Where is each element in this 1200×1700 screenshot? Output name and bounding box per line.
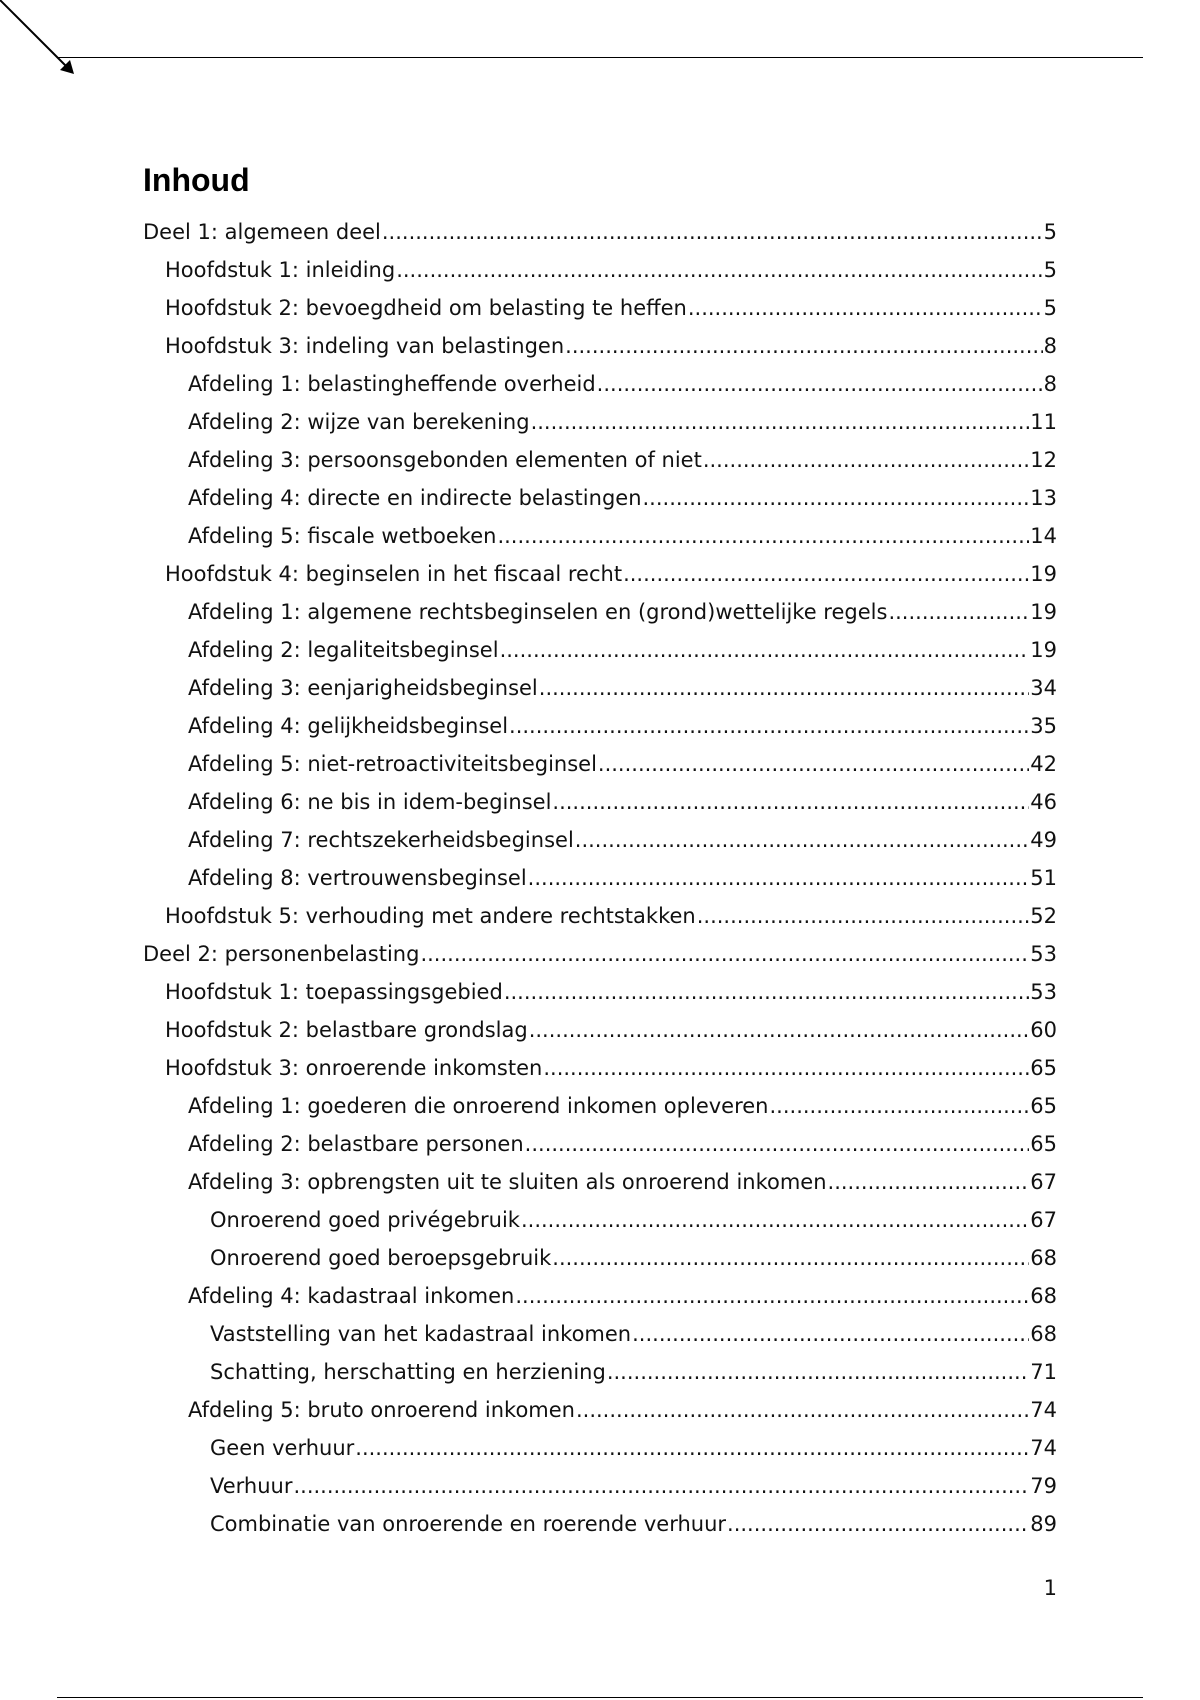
toc-entry[interactable] xyxy=(143,1201,1057,1239)
toc-entry[interactable] xyxy=(143,821,1057,859)
toc-entry-title: Hoofdstuk 4: beginselen in het fiscaal recht xyxy=(165,562,623,586)
toc-dot-leader xyxy=(531,403,1030,441)
toc-dot-leader xyxy=(515,1277,1029,1315)
toc-entry-title: Afdeling 4: directe en indirecte belastingen xyxy=(188,486,642,510)
toc-entry[interactable] xyxy=(143,973,1057,1011)
header-rule xyxy=(57,57,1143,58)
toc-entry-page: 71 xyxy=(1030,1360,1057,1384)
toc-entry-title: Hoofdstuk 2: bevoegdheid om belasting te heffen xyxy=(165,296,687,320)
toc-entry[interactable] xyxy=(143,745,1057,783)
toc-dot-leader xyxy=(552,783,1029,821)
toc-entry[interactable] xyxy=(143,935,1057,973)
toc-entry-page: 42 xyxy=(1030,752,1057,776)
toc-dot-leader xyxy=(598,745,1029,783)
toc-entry-page: 35 xyxy=(1030,714,1057,738)
toc-entry[interactable] xyxy=(143,783,1057,821)
toc-entry-title: Afdeling 4: kadastraal inkomen xyxy=(188,1284,515,1308)
toc-entry[interactable] xyxy=(143,365,1057,403)
toc-entry[interactable] xyxy=(143,1391,1057,1429)
toc-entry[interactable] xyxy=(143,289,1057,327)
toc-entry-page: 68 xyxy=(1030,1284,1057,1308)
corner-arrow-icon xyxy=(0,0,80,80)
toc-entry[interactable] xyxy=(143,1049,1057,1087)
page-number: 1 xyxy=(1043,1576,1057,1600)
toc-entry[interactable] xyxy=(143,631,1057,669)
toc-title: Inhoud xyxy=(143,162,250,198)
toc-entry[interactable] xyxy=(143,897,1057,935)
toc-entry-title: Afdeling 3: persoonsgebonden elementen of niet xyxy=(188,448,702,472)
toc-entry-title: Afdeling 2: belastbare personen xyxy=(188,1132,524,1156)
toc-entry-title: Afdeling 1: goederen die onroerend inkomen opleveren xyxy=(188,1094,769,1118)
toc-entry-title: Afdeling 7: rechtszekerheidsbeginsel xyxy=(188,828,574,852)
toc-entry-page: 65 xyxy=(1030,1056,1057,1080)
toc-entry-page: 53 xyxy=(1030,980,1057,1004)
toc-dot-leader xyxy=(528,859,1030,897)
toc-entry-page: 5 xyxy=(1043,220,1057,244)
toc-entry-page: 34 xyxy=(1030,676,1057,700)
toc-dot-leader xyxy=(420,935,1029,973)
toc-entry-title: Afdeling 1: algemene rechtsbeginselen en (grond)wettelijke regels xyxy=(188,600,888,624)
toc-entry-title: Deel 1: algemeen deel xyxy=(143,220,381,244)
toc-dot-leader xyxy=(623,555,1029,593)
toc-dot-leader xyxy=(888,593,1029,631)
toc-dot-leader xyxy=(543,1049,1029,1087)
toc-dot-leader xyxy=(525,1125,1030,1163)
toc-entry[interactable] xyxy=(143,1277,1057,1315)
toc-entry[interactable] xyxy=(143,441,1057,479)
toc-dot-leader xyxy=(529,1011,1030,1049)
toc-dot-leader xyxy=(500,631,1030,669)
toc-entry-title: Vaststelling van het kadastraal inkomen xyxy=(210,1322,632,1346)
toc-entry[interactable] xyxy=(143,1163,1057,1201)
toc-entry-title: Hoofdstuk 2: belastbare grondslag xyxy=(165,1018,528,1042)
toc-entry-page: 52 xyxy=(1030,904,1057,928)
toc-entry-page: 67 xyxy=(1030,1208,1057,1232)
toc-entry-page: 53 xyxy=(1030,942,1057,966)
toc-dot-leader xyxy=(552,1239,1029,1277)
toc-entry-page: 60 xyxy=(1030,1018,1057,1042)
toc-entry-title: Hoofdstuk 1: toepassingsgebied xyxy=(165,980,503,1004)
toc-entry[interactable] xyxy=(143,859,1057,897)
toc-entry-title: Hoofdstuk 1: inleiding xyxy=(165,258,396,282)
toc-dot-leader xyxy=(497,517,1029,555)
toc-entry[interactable] xyxy=(143,555,1057,593)
toc-dot-leader xyxy=(632,1315,1029,1353)
toc-entry-page: 89 xyxy=(1030,1512,1057,1536)
toc-entry-title: Afdeling 3: opbrengsten uit te sluiten als onroerend inkomen xyxy=(188,1170,827,1194)
toc-entry-title: Onroerend goed privégebruik xyxy=(210,1208,520,1232)
toc-entry-title: Deel 2: personenbelasting xyxy=(143,942,420,966)
toc-entry[interactable] xyxy=(143,1505,1057,1543)
toc-dot-leader xyxy=(504,973,1029,1011)
toc-entry-page: 74 xyxy=(1030,1436,1057,1460)
toc-dot-leader xyxy=(727,1505,1029,1543)
toc-entry-page: 51 xyxy=(1030,866,1057,890)
toc-entry[interactable] xyxy=(143,327,1057,365)
toc-dot-leader xyxy=(521,1201,1029,1239)
toc-entry-title: Afdeling 5: niet-retroactiviteitsbeginsel xyxy=(188,752,597,776)
toc-entry-title: Hoofdstuk 3: onroerende inkomsten xyxy=(165,1056,543,1080)
toc-entry-title: Hoofdstuk 5: verhouding met andere rechtstakken xyxy=(165,904,696,928)
toc-entry-page: 74 xyxy=(1030,1398,1057,1422)
toc-entry-page: 19 xyxy=(1030,562,1057,586)
toc-entry-page: 65 xyxy=(1030,1094,1057,1118)
toc-entry-page: 68 xyxy=(1030,1246,1057,1270)
toc-entry[interactable] xyxy=(143,1239,1057,1277)
toc-entry-page: 5 xyxy=(1043,296,1057,320)
toc-dot-leader xyxy=(355,1429,1029,1467)
toc-entry-title: Combinatie van onroerende en roerende verhuur xyxy=(210,1512,727,1536)
toc-entry[interactable] xyxy=(143,479,1057,517)
toc-entry-page: 68 xyxy=(1030,1322,1057,1346)
toc-dot-leader xyxy=(703,441,1029,479)
toc-entry-title: Schatting, herschatting en herziening xyxy=(210,1360,606,1384)
toc-dot-leader xyxy=(607,1353,1029,1391)
toc-entry[interactable] xyxy=(143,1011,1057,1049)
toc-dot-leader xyxy=(382,213,1043,251)
toc-entry[interactable] xyxy=(143,1125,1057,1163)
toc-entry-page: 65 xyxy=(1030,1132,1057,1156)
toc-entry-title: Afdeling 2: legaliteitsbeginsel xyxy=(188,638,499,662)
toc-entry[interactable] xyxy=(143,251,1057,289)
toc-dot-leader xyxy=(688,289,1043,327)
footer-rule xyxy=(57,1697,1143,1698)
toc-entry[interactable] xyxy=(143,1353,1057,1391)
toc-entry[interactable] xyxy=(143,669,1057,707)
toc-entry-page: 49 xyxy=(1030,828,1057,852)
toc-dot-leader xyxy=(643,479,1030,517)
toc-entry-page: 19 xyxy=(1030,638,1057,662)
toc-entry-page: 67 xyxy=(1030,1170,1057,1194)
toc-entry-title: Afdeling 8: vertrouwensbeginsel xyxy=(188,866,527,890)
toc-entry-title: Geen verhuur xyxy=(210,1436,355,1460)
toc-entry[interactable] xyxy=(143,517,1057,555)
toc-dot-leader xyxy=(828,1163,1030,1201)
toc-entry[interactable] xyxy=(143,1315,1057,1353)
toc-dot-leader xyxy=(697,897,1030,935)
toc-entry[interactable] xyxy=(143,403,1057,441)
toc-entry-page: 11 xyxy=(1030,410,1057,434)
toc-entry[interactable] xyxy=(143,213,1057,251)
table-of-contents xyxy=(143,213,1057,1543)
toc-entry-page: 8 xyxy=(1043,334,1057,358)
toc-entry-title: Afdeling 5: bruto onroerend inkomen xyxy=(188,1398,575,1422)
toc-entry-page: 8 xyxy=(1043,372,1057,396)
toc-entry-title: Afdeling 6: ne bis in idem-beginsel xyxy=(188,790,552,814)
toc-entry[interactable] xyxy=(143,1467,1057,1505)
toc-dot-leader xyxy=(575,821,1029,859)
toc-dot-leader xyxy=(597,365,1043,403)
toc-entry-page: 19 xyxy=(1030,600,1057,624)
toc-entry-title: Afdeling 2: wijze van berekening xyxy=(188,410,530,434)
toc-dot-leader xyxy=(770,1087,1030,1125)
toc-entry[interactable] xyxy=(143,1087,1057,1125)
toc-dot-leader xyxy=(565,327,1042,365)
toc-dot-leader xyxy=(509,707,1029,745)
toc-entry-page: 79 xyxy=(1030,1474,1057,1498)
toc-entry-title: Hoofdstuk 3: indeling van belastingen xyxy=(165,334,565,358)
toc-entry[interactable] xyxy=(143,1429,1057,1467)
toc-entry-title: Onroerend goed beroepsgebruik xyxy=(210,1246,552,1270)
toc-entry-page: 12 xyxy=(1030,448,1057,472)
document-page xyxy=(143,160,1057,1543)
toc-entry-title: Afdeling 4: gelijkheidsbeginsel xyxy=(188,714,509,738)
toc-entry-page: 46 xyxy=(1030,790,1057,814)
toc-entry-page: 13 xyxy=(1030,486,1057,510)
toc-entry[interactable] xyxy=(143,707,1057,745)
toc-entry-title: Afdeling 3: eenjarigheidsbeginsel xyxy=(188,676,538,700)
toc-entry-title: Afdeling 1: belastingheffende overheid xyxy=(188,372,596,396)
toc-dot-leader xyxy=(539,669,1030,707)
toc-dot-leader xyxy=(396,251,1042,289)
toc-entry-title: Verhuur xyxy=(210,1474,293,1498)
toc-dot-leader xyxy=(576,1391,1029,1429)
toc-dot-leader xyxy=(293,1467,1029,1505)
toc-entry-title: Afdeling 5: fiscale wetboeken xyxy=(188,524,497,548)
toc-entry-page: 14 xyxy=(1030,524,1057,548)
toc-entry[interactable] xyxy=(143,593,1057,631)
toc-entry-page: 5 xyxy=(1043,258,1057,282)
